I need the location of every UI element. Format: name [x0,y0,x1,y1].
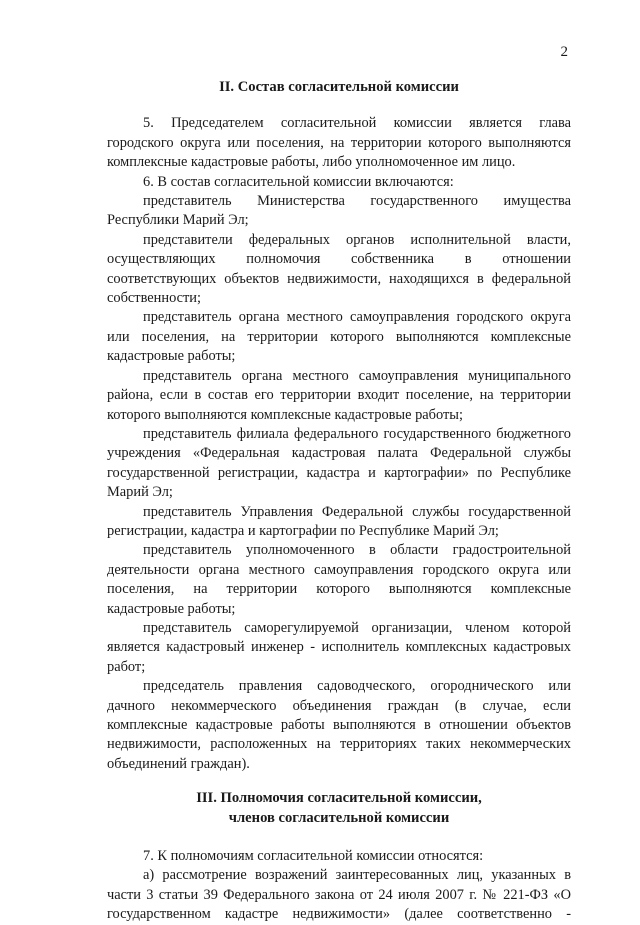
document-body [107,78,571,925]
paragraph-6-composition: 6. В состав согласительной комиссии включаются: [143,173,454,190]
section-3-heading-line-1: III. Полномочия согласительной комиссии, [196,790,482,807]
member-rosreestr-representative: представитель Управления Федеральной службы государственной регистрации, кадастра и картографии по Республике Марий Эл; [107,503,571,539]
section-3-heading [107,789,571,828]
member-municipal-district-representative: представитель органа местного самоуправления муниципального района, если в состав его территории входит поселение, на территории которого выполняются комплексные кадастровые работы; [107,367,571,423]
section-3-heading-line-2: членов согласительной комиссии [228,809,450,826]
member-ministry-representative: представитель Министерства государственного имущества Республики Марий Эл; [107,193,571,229]
member-sro-representative: представитель саморегулируемой организации, членом которой является кадастровый инженер - исполнитель комплексных кадастровых работ; [107,619,571,675]
section-2-heading: II. Состав согласительной комиссии [219,79,459,95]
power-a-objections-review: а) рассмотрение возражений заинтересованных лиц, указанных в части 3 статьи 39 Федерального закона от 24 июля 2007 г. № 221-ФЗ «О государственном кадастре недвижимости» (далее соответственно - [107,867,571,923]
page-number: 2 [560,44,568,60]
member-federal-authorities-representatives: представители федеральных органов исполнительной власти, осуществляющих полномочия собственника в отношении соответствующих объектов недвижимости, находящихся в федеральной собственности; [107,231,571,307]
member-gardening-association-chairman: председатель правления садоводческого, огороднического или дачного некоммерческого объединения граждан (в случае, если комплексные кадастровые работы выполняются в отношении объектов недвижимости, расположенных на территориях таких некоммерческих объединений граждан). [107,678,571,772]
member-urban-planning-representative: представитель уполномоченного в области градостроительной деятельности органа местного самоуправления городского округа или поселения, на территории которого выполняются комплексные кадастровые работы; [107,542,571,617]
member-cadastral-chamber-representative: представитель филиала федерального государственного бюджетного учреждения «Федеральная кадастровая палата Федеральной службы государственной регистрации, кадастра и картографии» по Республике Марий Эл; [107,425,571,501]
member-local-government-representative: представитель органа местного самоуправления городского округа или поселения, на территории которого выполняются комплексные кадастровые работы; [107,309,571,365]
paragraph-7-powers: 7. К полномочиям согласительной комиссии относятся: [143,848,484,865]
paragraph-5-chairman: 5. Председателем согласительной комиссии является глава городского округа или поселения, на территории которого выполняются комплексные кадастровые работы, либо уполномоченное им лицо. [107,115,571,171]
